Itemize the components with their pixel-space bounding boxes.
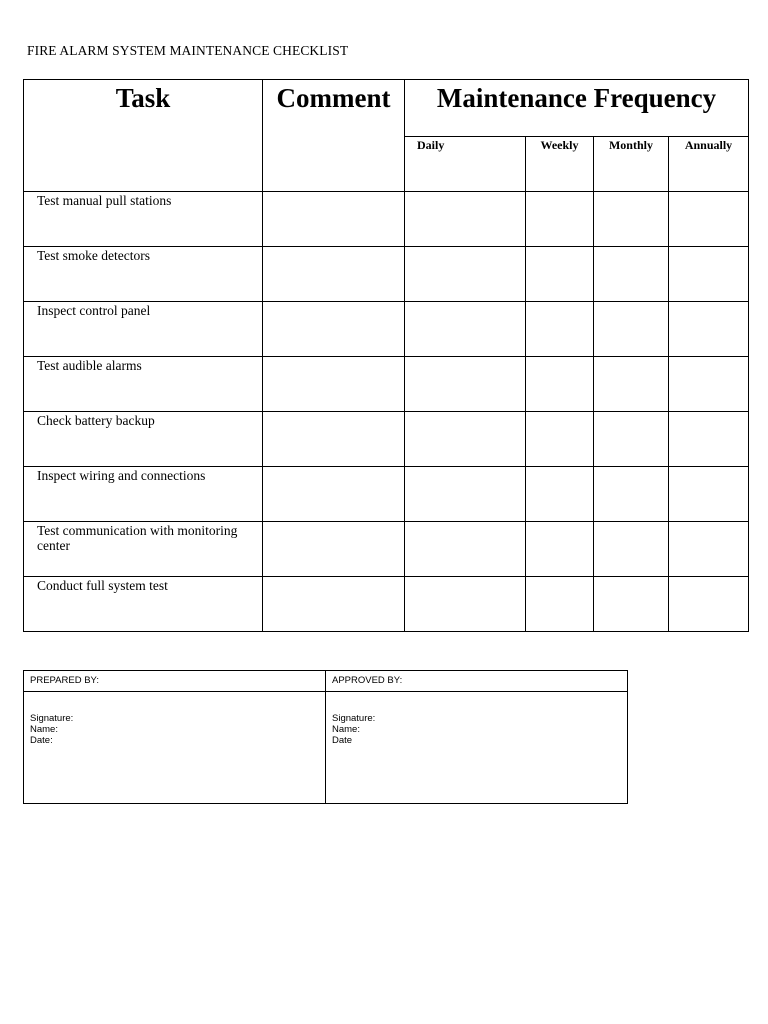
table-row [24, 467, 749, 522]
prepared-by-box[interactable] [24, 692, 326, 804]
comment-cell[interactable] [263, 302, 405, 357]
table-row [24, 522, 749, 577]
weekly-column-header: Weekly [526, 137, 594, 192]
comment-cell[interactable] [263, 467, 405, 522]
weekly-cell[interactable] [526, 192, 594, 247]
task-cell: Inspect wiring and connections [24, 467, 263, 522]
table-row [24, 247, 749, 302]
annually-cell[interactable] [669, 247, 749, 302]
annually-column-header: Annually [669, 137, 749, 192]
document-title: FIRE ALARM SYSTEM MAINTENANCE CHECKLIST [27, 43, 349, 58]
task-cell: Check battery backup [24, 412, 263, 467]
annually-cell[interactable] [669, 412, 749, 467]
prepared-signature-label: Signature: [30, 713, 74, 724]
daily-cell[interactable] [405, 577, 526, 632]
daily-cell[interactable] [405, 357, 526, 412]
task-cell: Test communication with monitoring center [24, 522, 263, 577]
monthly-cell[interactable] [594, 302, 669, 357]
monthly-cell[interactable] [594, 522, 669, 577]
annually-cell[interactable] [669, 467, 749, 522]
maintenance-checklist-table [23, 79, 749, 632]
approved-signature-label: Signature: [332, 713, 376, 724]
table-row [24, 412, 749, 467]
weekly-cell[interactable] [526, 357, 594, 412]
comment-column-header: Comment [263, 80, 405, 192]
task-cell: Test smoke detectors [24, 247, 263, 302]
comment-cell[interactable] [263, 192, 405, 247]
weekly-cell[interactable] [526, 302, 594, 357]
monthly-cell[interactable] [594, 412, 669, 467]
task-cell: Conduct full system test [24, 577, 263, 632]
approved-by-box[interactable] [326, 692, 628, 804]
monthly-cell[interactable] [594, 247, 669, 302]
prepared-name-label: Name: [30, 724, 58, 735]
table-row [24, 357, 749, 412]
prepared-date-label: Date: [30, 735, 53, 746]
table-row [24, 302, 749, 357]
monthly-column-header: Monthly [594, 137, 669, 192]
monthly-cell[interactable] [594, 467, 669, 522]
comment-cell[interactable] [263, 522, 405, 577]
table-row [24, 192, 749, 247]
daily-column-header: Daily [405, 137, 526, 192]
comment-cell[interactable] [263, 577, 405, 632]
annually-cell[interactable] [669, 302, 749, 357]
comment-cell[interactable] [263, 247, 405, 302]
signoff-table [23, 670, 628, 804]
frequency-column-header: Maintenance Frequency [405, 80, 749, 137]
monthly-cell[interactable] [594, 577, 669, 632]
task-column-header: Task [24, 80, 263, 192]
monthly-cell[interactable] [594, 357, 669, 412]
weekly-cell[interactable] [526, 412, 594, 467]
comment-cell[interactable] [263, 412, 405, 467]
daily-cell[interactable] [405, 412, 526, 467]
prepared-by-header: PREPARED BY: [24, 671, 326, 692]
daily-cell[interactable] [405, 247, 526, 302]
header-row [24, 80, 749, 137]
task-cell: Inspect control panel [24, 302, 263, 357]
daily-cell[interactable] [405, 192, 526, 247]
task-cell: Test manual pull stations [24, 192, 263, 247]
annually-cell[interactable] [669, 577, 749, 632]
weekly-cell[interactable] [526, 467, 594, 522]
weekly-cell[interactable] [526, 522, 594, 577]
daily-cell[interactable] [405, 522, 526, 577]
monthly-cell[interactable] [594, 192, 669, 247]
approved-name-label: Name: [332, 724, 360, 735]
annually-cell[interactable] [669, 357, 749, 412]
signoff-body-row [24, 692, 628, 804]
daily-cell[interactable] [405, 467, 526, 522]
task-cell: Test audible alarms [24, 357, 263, 412]
comment-cell[interactable] [263, 357, 405, 412]
weekly-cell[interactable] [526, 247, 594, 302]
weekly-cell[interactable] [526, 577, 594, 632]
annually-cell[interactable] [669, 522, 749, 577]
daily-cell[interactable] [405, 302, 526, 357]
table-row [24, 577, 749, 632]
signoff-header-row [24, 671, 628, 692]
annually-cell[interactable] [669, 192, 749, 247]
approved-date-label: Date [332, 735, 353, 746]
approved-by-header: APPROVED BY: [326, 671, 628, 692]
